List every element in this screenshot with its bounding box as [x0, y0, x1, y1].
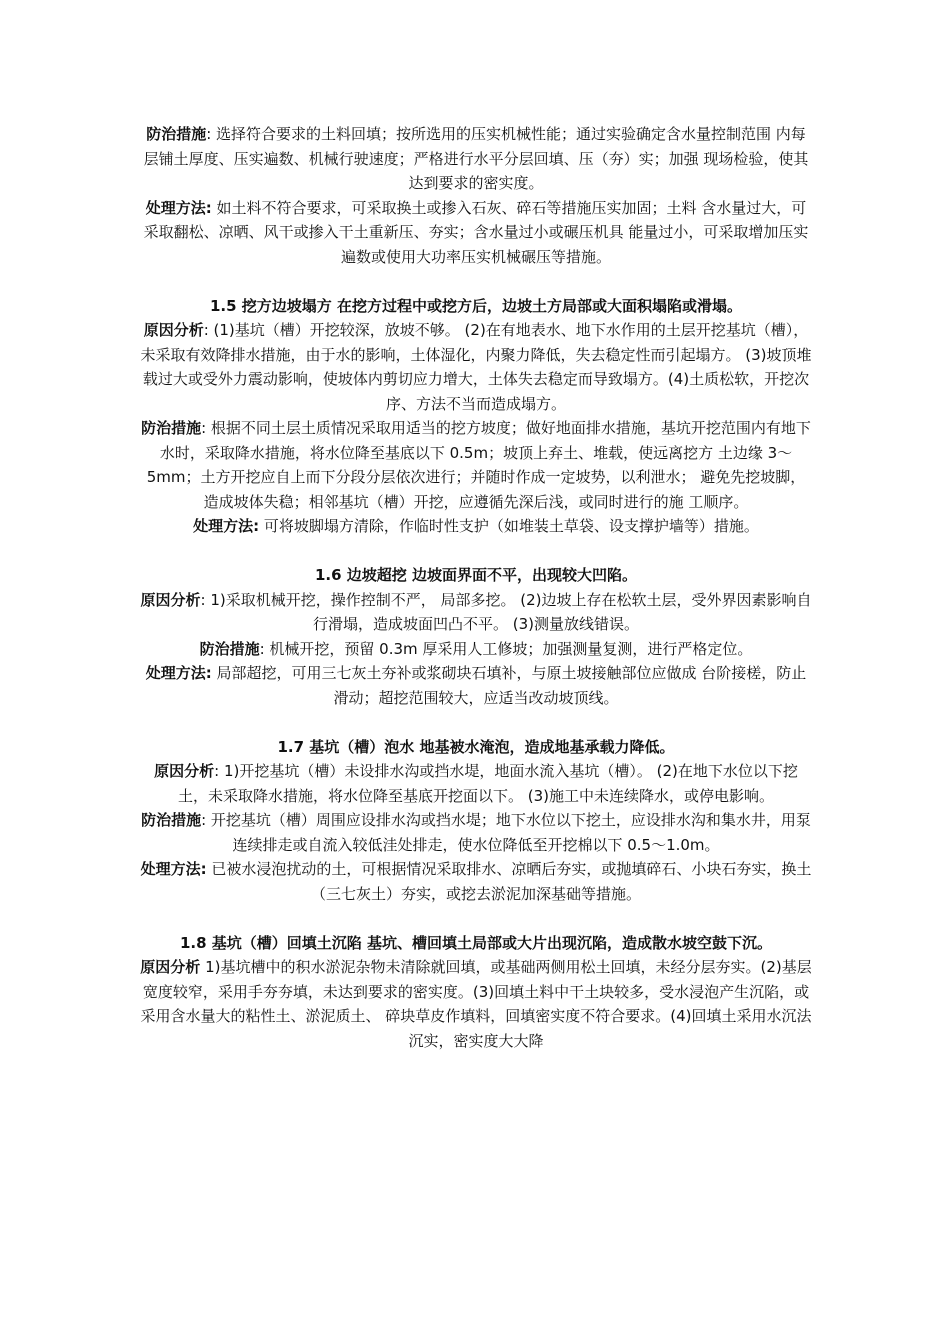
treatment-text: 如土料不符合要求，可采取换土或掺入石灰、碎石等措施压实加固；土料 含水量过大，可采取翻松、凉晒、风干或掺入干土重新压、夯实；含水量过小或碾压机具 能量过小，可采取增加压实遍数或使用大功率压实机械碾压等措施。: [143, 198, 809, 266]
measures-paragraph: [140, 637, 812, 662]
treatment-label: 处理方法:: [193, 517, 260, 535]
cause-label: 原因分析: [154, 762, 215, 780]
measures-label: 防治措施: [146, 125, 207, 143]
treatment-paragraph: [140, 661, 812, 710]
spacer: [140, 539, 812, 564]
measures-text: : 根据不同土层土质情况采取用适当的挖方坡度；做好地面排水措施，基坑开挖范围内有地下水时，采取降水措施，将水位降至基底以下 0.5m；坡顶上弃土、堆载，使远离挖方 土边缘 3～5mm；土方开挖应自上而下分段分层依次进行；并随时作成一定坡势，以利泄水； 避免先挖坡脚，造成坡体失稳；相邻基坑（槽）开挖，应遵循先深后浅，或同时进行的施 工顺序。: [146, 419, 811, 511]
treatment-text: 可将坡脚塌方清除，作临时性支护（如堆装土草袋、设支撑护墙等）措施。: [259, 517, 759, 535]
treatment-label: 处理方法:: [140, 860, 207, 878]
treatment-paragraph: [140, 514, 812, 539]
treatment-text: 已被水浸泡扰动的土，可根据情况采取排水、凉晒后夯实，或抛填碎石、小块石夯实，换土（三七灰土）夯实，或挖去淤泥加深基础等措施。: [206, 860, 812, 903]
top-treatment-paragraph: [140, 196, 812, 270]
cause-paragraph: [140, 318, 812, 416]
treatment-label: 处理方法:: [145, 664, 212, 682]
spacer: [140, 710, 812, 735]
cause-paragraph: [140, 759, 812, 808]
cause-text: : 1)开挖基坑（槽）未设排水沟或挡水堤，地面水流入基坑（槽）。 (2)在地下水位以下挖土，未采取降水措施，将水位降至基底开挖面以下。 (3)施工中未连续降水，或停电影响。: [177, 762, 798, 805]
measures-paragraph: [140, 808, 812, 857]
section-title: 1.6 边坡超挖 边坡面界面不平，出现较大凹陷。: [314, 566, 638, 584]
document-page: [140, 122, 812, 1053]
measures-paragraph: [140, 416, 812, 514]
measures-text: : 选择符合要求的土料回填；按所选用的压实机械性能；通过实验确定含水量控制范围 内每层铺土厚度、压实遍数、机械行驶速度；严格进行水平分层回填、压（夯）实；加强 现场检验，使其达到要求的密实度。: [143, 125, 809, 192]
measures-text: : 开挖基坑（槽）周围应设排水沟或挡水堤；地下水位以下挖土，应设排水沟和集水井，用泵连续排走或自流入较低洼处排走，使水位降低至开挖棉以下 0.5～1.0m。: [201, 811, 811, 854]
section-title: 1.8 基坑（槽）回填土沉陷 基坑、槽回填土局部或大片出现沉陷，造成散水坡空鼓下沉。: [179, 933, 773, 952]
cause-text: : (1)基坑（槽）开挖较深，放坡不够。 (2)在有地表水、地下水作用的土层开挖基坑（槽），未采取有效降排水措施，由于水的影响，土体湿化，内聚力降低，失去稳定性而引起塌方。 (3)坡顶堆载过大或受外力震动影响，使坡体内剪切应力增大，土体失去稳定而导致塌方。(4)土质松软，开挖次序、方法不当而造成塌方。: [140, 321, 812, 413]
top-measures-paragraph: [140, 122, 812, 196]
section-title: 1.5 挖方边坡塌方 在挖方过程中或挖方后，边坡土方局部或大面积塌陷或滑塌。: [209, 296, 743, 315]
treatment-label: 处理方法:: [145, 198, 212, 217]
measures-label: 防治措施: [199, 639, 260, 658]
treatment-text: 局部超挖，可用三七灰土夯补或浆砌块石填补，与原土坡接触部位应做成 台阶接槎，防止滑动；超挖范围较大，应适当改动坡顶线。: [211, 664, 807, 707]
measures-label: 防治措施: [141, 419, 202, 437]
spacer: [140, 906, 812, 931]
cause-label: 原因分析: [140, 958, 201, 976]
measures-label: 防治措施: [141, 811, 202, 829]
cause-text: 1)基坑槽中的积水淤泥杂物未清除就回填，或基础两侧用松土回填，未经分层夯实。(2)基层宽度较窄，采用手夯夯填，未达到要求的密实度。(3)回填土料中干土块较多，受水浸泡产生沉陷，或采用含水量大的粘性土、淤泥质土、 碎块草皮作填料，回填密实度不符合要求。(4)回填土采用水沉法沉实，密实度大大降: [140, 958, 812, 1050]
treatment-paragraph: [140, 857, 812, 906]
cause-label: 原因分析: [140, 590, 201, 609]
cause-paragraph: [140, 955, 812, 1053]
cause-text: : 1)采取机械开挖，操作控制不严， 局部多挖。 (2)边坡上存在松软土层，受外界因素影响自行滑塌，造成坡面凹凸不平。 (3)测量放线错误。: [200, 590, 812, 633]
section-title: 1.7 基坑（槽）泡水 地基被水淹泡，造成地基承载力降低。: [277, 737, 675, 756]
cause-paragraph: [140, 588, 812, 637]
cause-label: 原因分析: [143, 321, 204, 339]
spacer: [140, 269, 812, 294]
measures-text: : 机械开挖，预留 0.3m 厚采用人工修坡；加强测量复测，进行严格定位。: [259, 639, 753, 658]
